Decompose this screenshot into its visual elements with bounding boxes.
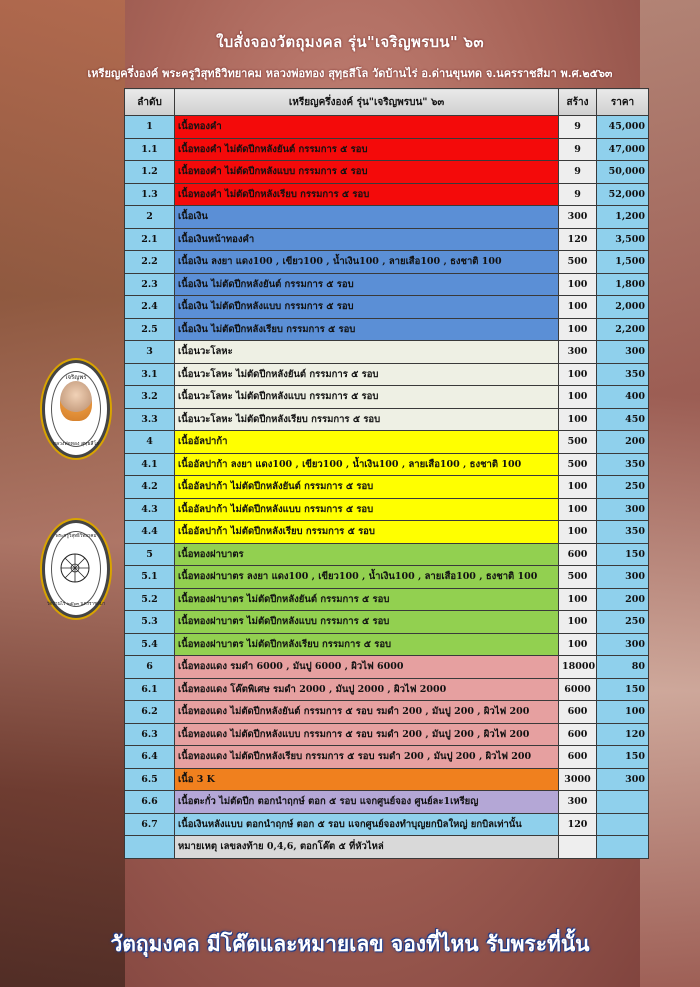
- row-number: 6.1: [125, 678, 175, 701]
- row-number: 6.6: [125, 791, 175, 814]
- row-number: 6: [125, 656, 175, 679]
- table-row: [125, 746, 649, 769]
- row-name: เนื้อทองฝาบาตร ไม่ตัดปีกหลังแบบ กรรมการ ๕ รอบ: [175, 611, 559, 634]
- header-no: ลำดับ: [125, 89, 175, 116]
- row-number: 5.3: [125, 611, 175, 634]
- row-price: 300: [597, 768, 649, 791]
- row-name: เนื้อเงินหลังแบบ ตอกนำฤกษ์ ตอก ๕ รอบ แจกศูนย์จองทำบุญยกบิลใหญ่ ยกบิลเท่านั้น: [175, 813, 559, 836]
- row-quantity: 100: [559, 633, 597, 656]
- row-name: เนื้อทองแดง ไม่ตัดปีกหลังยันต์ กรรมการ ๕ รอบ รมดำ 200 , มันปู 200 , ผิวไฟ 200: [175, 701, 559, 724]
- page-header: [0, 30, 700, 82]
- row-quantity: 100: [559, 408, 597, 431]
- row-price: 300: [597, 498, 649, 521]
- table-row: [125, 206, 649, 229]
- row-name: เนื้ออัลปาก้า: [175, 431, 559, 454]
- row-number: 4: [125, 431, 175, 454]
- row-price: 120: [597, 723, 649, 746]
- svg-text:หลวงพ่อทอง สุทฺธสีโล: หลวงพ่อทอง สุทฺธสีโล: [52, 441, 100, 447]
- row-price: 250: [597, 611, 649, 634]
- row-quantity: 9: [559, 138, 597, 161]
- row-price: 200: [597, 431, 649, 454]
- table-row: [125, 341, 649, 364]
- table-row: [125, 318, 649, 341]
- row-quantity: 500: [559, 251, 597, 274]
- row-price: 80: [597, 656, 649, 679]
- row-name: เนื้อทองฝาบาตร ไม่ตัดปีกหลังเรียบ กรรมการ ๕ รอบ: [175, 633, 559, 656]
- row-quantity: 300: [559, 206, 597, 229]
- row-quantity: 100: [559, 296, 597, 319]
- header-qty: สร้าง: [559, 89, 597, 116]
- row-name: เนื้อนวะโลหะ ไม่ตัดปีกหลังยันต์ กรรมการ ๕ รอบ: [175, 363, 559, 386]
- row-price: 1,500: [597, 251, 649, 274]
- row-quantity: 18000: [559, 656, 597, 679]
- row-price: [597, 791, 649, 814]
- row-number: 6.2: [125, 701, 175, 724]
- row-name: เนื้อทองแดง ไม่ตัดปีกหลังแบบ กรรมการ ๕ รอบ รมดำ 200 , มันปู 200 , ผิวไฟ 200: [175, 723, 559, 746]
- row-price: 45,000: [597, 116, 649, 139]
- row-quantity: 600: [559, 701, 597, 724]
- row-name: เนื้อทองฝาบาตร ลงยา แดง100 , เขียว100 , น้ำเงิน100 , ลายเสือ100 , ธงชาติ 100: [175, 566, 559, 589]
- row-quantity: 100: [559, 498, 597, 521]
- row-quantity: 120: [559, 228, 597, 251]
- table-row: [125, 453, 649, 476]
- row-price: 400: [597, 386, 649, 409]
- medal-back-image: [42, 520, 110, 618]
- row-name: เนื้อนวะโลหะ ไม่ตัดปีกหลังเรียบ กรรมการ ๕ รอบ: [175, 408, 559, 431]
- table-row: [125, 656, 649, 679]
- medal-front-image: [42, 360, 110, 458]
- table-row: [125, 768, 649, 791]
- row-name: เนื้อทองแดง ไม่ตัดปีกหลังเรียบ กรรมการ ๕ รอบ รมดำ 200 , มันปู 200 , ผิวไฟ 200: [175, 746, 559, 769]
- svg-text:เจริญพร: เจริญพร: [65, 374, 87, 381]
- table-row: [125, 836, 649, 859]
- row-number: 2.5: [125, 318, 175, 341]
- row-number: 2.3: [125, 273, 175, 296]
- row-quantity: 100: [559, 521, 597, 544]
- table-row: [125, 228, 649, 251]
- row-price: 350: [597, 363, 649, 386]
- row-quantity: 100: [559, 611, 597, 634]
- header-name: เหรียญครึ่งองค์ รุ่น"เจริญพรบน" ๖๓: [175, 89, 559, 116]
- table-row: [125, 678, 649, 701]
- table-row: [125, 273, 649, 296]
- row-price: 250: [597, 476, 649, 499]
- row-quantity: 600: [559, 723, 597, 746]
- row-price: 300: [597, 566, 649, 589]
- row-name: เนื้ออัลปาก้า ไม่ตัดปีกหลังยันต์ กรรมการ ๕ รอบ: [175, 476, 559, 499]
- row-number: 6.3: [125, 723, 175, 746]
- medal-front-text-art: [45, 363, 107, 455]
- row-price: 2,200: [597, 318, 649, 341]
- page-title: ใบสั่งจองวัตถุมงคล รุ่น"เจริญพรบน" ๖๓: [216, 33, 484, 51]
- table-row: [125, 363, 649, 386]
- table-row: [125, 498, 649, 521]
- table-row: [125, 296, 649, 319]
- row-name: หมายเหตุ เลขลงท้าย 0,4,6, ตอกโค๊ต ๕ ที่หัวไหล่: [175, 836, 559, 859]
- row-number: 1.3: [125, 183, 175, 206]
- row-price: 200: [597, 588, 649, 611]
- row-price: [597, 813, 649, 836]
- price-table: [124, 88, 649, 859]
- svg-text:วัดบ้านไร่ ๒๕๖๓ นครราชสีมา: วัดบ้านไร่ ๒๕๖๓ นครราชสีมา: [46, 602, 106, 607]
- row-number: 6.7: [125, 813, 175, 836]
- row-name: เนื้อเงินหน้าทองคำ: [175, 228, 559, 251]
- row-quantity: 9: [559, 183, 597, 206]
- header-price: ราคา: [597, 89, 649, 116]
- row-number: 5.1: [125, 566, 175, 589]
- table-row: [125, 161, 649, 184]
- row-number: 5.2: [125, 588, 175, 611]
- row-number: 4.3: [125, 498, 175, 521]
- row-quantity: [559, 836, 597, 859]
- row-name: เนื้อเงิน ลงยา แดง100 , เขียว100 , น้ำเงิน100 , ลายเสือ100 , ธงชาติ 100: [175, 251, 559, 274]
- row-number: 3.1: [125, 363, 175, 386]
- table-row: [125, 588, 649, 611]
- footer-slogan: วัตถุมงคล มีโค๊ตและหมายเลข จองที่ไหน รับพระที่นั้น: [110, 931, 590, 956]
- row-price: 100: [597, 701, 649, 724]
- table-row: [125, 251, 649, 274]
- row-name: เนื้อเงิน ไม่ตัดปีกหลังยันต์ กรรมการ ๕ รอบ: [175, 273, 559, 296]
- row-price: 47,000: [597, 138, 649, 161]
- table-row: [125, 183, 649, 206]
- row-name: เนื้อเงิน: [175, 206, 559, 229]
- table-row: [125, 521, 649, 544]
- table-row: [125, 611, 649, 634]
- row-quantity: 100: [559, 318, 597, 341]
- row-name: เนื้อนวะโลหะ: [175, 341, 559, 364]
- row-price: [597, 836, 649, 859]
- row-name: เนื้อ 3 K: [175, 768, 559, 791]
- row-quantity: 500: [559, 566, 597, 589]
- row-price: 450: [597, 408, 649, 431]
- row-name: เนื้อทองคำ ไม่ตัดปีกหลังแบบ กรรมการ ๕ รอบ: [175, 161, 559, 184]
- row-name: เนื้ออัลปาก้า ลงยา แดง100 , เขียว100 , น้ำเงิน100 , ลายเสือ100 , ธงชาติ 100: [175, 453, 559, 476]
- row-quantity: 9: [559, 116, 597, 139]
- row-price: 1,200: [597, 206, 649, 229]
- table-row: [125, 386, 649, 409]
- table-row: [125, 116, 649, 139]
- row-number: 2: [125, 206, 175, 229]
- row-name: เนื้ออัลปาก้า ไม่ตัดปีกหลังแบบ กรรมการ ๕ รอบ: [175, 498, 559, 521]
- row-number: 5: [125, 543, 175, 566]
- table-row: [125, 701, 649, 724]
- row-number: 2.2: [125, 251, 175, 274]
- background-right-mural: [640, 0, 700, 987]
- background-left-mural: [0, 0, 125, 987]
- row-price: 150: [597, 543, 649, 566]
- row-quantity: 120: [559, 813, 597, 836]
- row-price: 50,000: [597, 161, 649, 184]
- row-name: เนื้อทองแดง โค๊ตพิเศษ รมดำ 2000 , มันปู 2000 , ผิวไฟ 2000: [175, 678, 559, 701]
- table-row: [125, 813, 649, 836]
- row-price: 150: [597, 678, 649, 701]
- row-quantity: 300: [559, 341, 597, 364]
- row-name: เนื้อตะกั่ว ไม่ตัดปีก ตอกนำฤกษ์ ตอก ๕ รอบ แจกศูนย์จอง ศูนย์ละ1เหรียญ: [175, 791, 559, 814]
- table-row: [125, 633, 649, 656]
- row-price: 150: [597, 746, 649, 769]
- table-row: [125, 476, 649, 499]
- row-number: 4.2: [125, 476, 175, 499]
- row-quantity: 600: [559, 543, 597, 566]
- row-price: 350: [597, 521, 649, 544]
- row-name: เนื้อเงิน ไม่ตัดปีกหลังเรียบ กรรมการ ๕ รอบ: [175, 318, 559, 341]
- table-row: [125, 723, 649, 746]
- row-name: เนื้อทองแดง รมดำ 6000 , มันปู 6000 , ผิวไฟ 6000: [175, 656, 559, 679]
- row-quantity: 100: [559, 386, 597, 409]
- row-quantity: 100: [559, 588, 597, 611]
- row-number: 3.3: [125, 408, 175, 431]
- row-quantity: 500: [559, 431, 597, 454]
- row-number: 6.5: [125, 768, 175, 791]
- page-subtitle: เหรียญครึ่งองค์ พระครูวิสุทธิวิทยาคม หลวงพ่อทอง สุทฺธสีโล วัดบ้านไร่ อ.ด่านขุนทด จ.นครราชสีมา พ.ศ.๒๕๖๓: [87, 67, 613, 80]
- row-number: 4.4: [125, 521, 175, 544]
- row-quantity: 500: [559, 453, 597, 476]
- row-price: 2,000: [597, 296, 649, 319]
- row-quantity: 100: [559, 476, 597, 499]
- row-name: เนื้อทองคำ ไม่ตัดปีกหลังเรียบ กรรมการ ๕ รอบ: [175, 183, 559, 206]
- row-price: 350: [597, 453, 649, 476]
- row-name: เนื้อทองฝาบาตร ไม่ตัดปีกหลังยันต์ กรรมการ ๕ รอบ: [175, 588, 559, 611]
- row-name: เนื้อเงิน ไม่ตัดปีกหลังแบบ กรรมการ ๕ รอบ: [175, 296, 559, 319]
- row-number: 1.1: [125, 138, 175, 161]
- row-number: 1: [125, 116, 175, 139]
- row-name: เนื้อทองฝาบาตร: [175, 543, 559, 566]
- row-price: 300: [597, 633, 649, 656]
- row-name: เนื้อนวะโลหะ ไม่ตัดปีกหลังแบบ กรรมการ ๕ รอบ: [175, 386, 559, 409]
- row-number: 2.1: [125, 228, 175, 251]
- row-quantity: 600: [559, 746, 597, 769]
- row-name: เนื้อทองคำ: [175, 116, 559, 139]
- table-row: [125, 431, 649, 454]
- row-number: [125, 836, 175, 859]
- row-number: 1.2: [125, 161, 175, 184]
- table-row: [125, 408, 649, 431]
- row-quantity: 100: [559, 363, 597, 386]
- row-number: 4.1: [125, 453, 175, 476]
- row-name: เนื้ออัลปาก้า ไม่ตัดปีกหลังเรียบ กรรมการ ๕ รอบ: [175, 521, 559, 544]
- svg-text:พระครูวิสุทธิวิทยาคม: พระครูวิสุทธิวิทยาคม: [55, 534, 97, 539]
- row-number: 3: [125, 341, 175, 364]
- row-quantity: 300: [559, 791, 597, 814]
- table-row: [125, 138, 649, 161]
- table-row: [125, 566, 649, 589]
- row-price: 3,500: [597, 228, 649, 251]
- table-row: [125, 791, 649, 814]
- row-price: 1,800: [597, 273, 649, 296]
- medal-back-text-art: [45, 523, 107, 615]
- row-name: เนื้อทองคำ ไม่ตัดปีกหลังยันต์ กรรมการ ๕ รอบ: [175, 138, 559, 161]
- table-header-row: [125, 89, 649, 116]
- table-row: [125, 543, 649, 566]
- row-quantity: 9: [559, 161, 597, 184]
- row-quantity: 100: [559, 273, 597, 296]
- row-quantity: 3000: [559, 768, 597, 791]
- row-price: 52,000: [597, 183, 649, 206]
- row-price: 300: [597, 341, 649, 364]
- row-quantity: 6000: [559, 678, 597, 701]
- row-number: 3.2: [125, 386, 175, 409]
- row-number: 6.4: [125, 746, 175, 769]
- row-number: 5.4: [125, 633, 175, 656]
- row-number: 2.4: [125, 296, 175, 319]
